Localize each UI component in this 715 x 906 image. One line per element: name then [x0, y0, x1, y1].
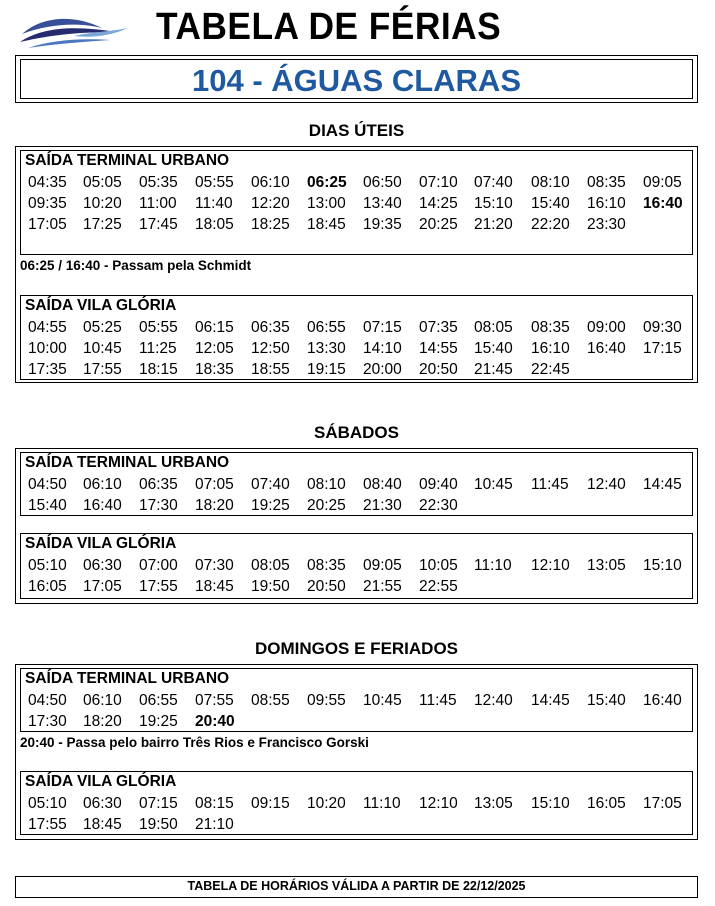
departure-time: 22:45: [531, 361, 570, 378]
block-title: SAÍDA VILA GLÓRIA: [25, 773, 177, 790]
departure-time: 20:00: [363, 361, 402, 378]
block-title: SAÍDA VILA GLÓRIA: [25, 297, 177, 314]
departure-time: 07:35: [419, 319, 458, 336]
departure-time: 08:15: [195, 795, 234, 812]
section-title-domingos: DOMINGOS E FERIADOS: [254, 639, 459, 658]
departure-time: 04:50: [28, 476, 67, 493]
departure-time: 19:50: [251, 578, 290, 595]
departure-time: 07:05: [195, 476, 234, 493]
departure-time: 20:40: [195, 713, 235, 730]
departure-time: 05:05: [83, 174, 122, 191]
departure-time: 18:45: [195, 578, 234, 595]
time-row: [21, 195, 692, 216]
departure-time: 11:45: [531, 476, 569, 493]
departure-time: 09:35: [28, 195, 67, 212]
time-row: [21, 816, 692, 837]
time-row: [21, 497, 692, 518]
departure-time: 04:35: [28, 174, 67, 191]
departure-time: 05:10: [28, 795, 67, 812]
departure-time: 20:25: [307, 497, 346, 514]
departure-time: 17:25: [83, 216, 122, 233]
departure-time: 05:10: [28, 557, 67, 574]
departure-time: 14:45: [643, 476, 682, 493]
departure-time: 15:40: [28, 497, 67, 514]
departure-time: 06:55: [139, 692, 178, 709]
schedule-block: [20, 150, 693, 255]
time-row: [21, 340, 692, 361]
time-grid: [21, 319, 692, 382]
departure-time: 12:10: [419, 795, 458, 812]
departure-time: 20:50: [307, 578, 346, 595]
departure-time: 21:10: [195, 816, 234, 833]
departure-time: 16:10: [531, 340, 570, 357]
departure-time: 08:35: [587, 174, 626, 191]
departure-time: 08:35: [307, 557, 346, 574]
departure-time: 19:50: [139, 816, 178, 833]
departure-time: 06:10: [83, 476, 122, 493]
departure-time: 19:15: [307, 361, 346, 378]
departure-time: 16:40: [587, 340, 626, 357]
route-banner: [15, 55, 698, 103]
time-row: [21, 795, 692, 816]
departure-time: 10:45: [474, 476, 513, 493]
schedule-block: [20, 295, 693, 380]
departure-time: 08:05: [474, 319, 513, 336]
departure-time: 17:05: [28, 216, 67, 233]
departure-time: 14:55: [419, 340, 458, 357]
departure-time: 19:35: [363, 216, 402, 233]
departure-time: 15:10: [643, 557, 682, 574]
time-row: [21, 319, 692, 340]
departure-time: 12:40: [587, 476, 626, 493]
departure-time: 23:30: [587, 216, 626, 233]
departure-time: 19:25: [139, 713, 178, 730]
departure-time: 18:55: [251, 361, 290, 378]
departure-time: 15:40: [531, 195, 570, 212]
time-grid: [21, 692, 692, 734]
departure-time: 15:40: [587, 692, 626, 709]
departure-time: 06:55: [307, 319, 346, 336]
block-title: SAÍDA TERMINAL URBANO: [25, 670, 230, 687]
time-grid: [21, 174, 692, 237]
departure-time: 06:10: [251, 174, 290, 191]
departure-time: 17:45: [139, 216, 178, 233]
departure-time: 07:40: [474, 174, 513, 191]
departure-time: 09:40: [419, 476, 458, 493]
departure-time: 10:45: [363, 692, 402, 709]
departure-time: 04:50: [28, 692, 67, 709]
departure-time: 06:30: [83, 795, 122, 812]
route-banner-inner: [20, 59, 693, 99]
departure-time: 22:30: [419, 497, 458, 514]
departure-time: 20:50: [419, 361, 458, 378]
departure-time: 09:05: [643, 174, 682, 191]
departure-time: 21:45: [474, 361, 513, 378]
departure-time: 11:45: [419, 692, 457, 709]
departure-time: 08:10: [307, 476, 346, 493]
departure-time: 11:25: [139, 340, 177, 357]
time-row: [21, 476, 692, 497]
departure-time: 17:35: [28, 361, 67, 378]
schedule-block: [20, 771, 693, 835]
departure-time: 18:35: [195, 361, 234, 378]
departure-time: 11:10: [474, 557, 512, 574]
departure-time: 18:05: [195, 216, 234, 233]
departure-time: 17:55: [139, 578, 178, 595]
departure-time: 06:50: [363, 174, 402, 191]
departure-time: 15:40: [474, 340, 513, 357]
departure-time: 06:15: [195, 319, 234, 336]
time-row: [21, 692, 692, 713]
schedule-block: [20, 533, 693, 599]
departure-time: 18:20: [83, 713, 122, 730]
departure-time: 06:10: [83, 692, 122, 709]
departure-time: 20:25: [419, 216, 458, 233]
schedule-block: [20, 668, 693, 732]
departure-time: 09:55: [307, 692, 346, 709]
departure-time: 12:05: [195, 340, 234, 357]
departure-time: 10:20: [83, 195, 122, 212]
departure-time: 17:05: [643, 795, 682, 812]
time-row: [21, 557, 692, 578]
departure-time: 10:20: [307, 795, 346, 812]
departure-time: 22:20: [531, 216, 570, 233]
departure-time: 12:50: [251, 340, 290, 357]
route-title: 104 - ÁGUAS CLARAS: [192, 63, 521, 98]
departure-time: 04:55: [28, 319, 67, 336]
departure-time: 17:30: [139, 497, 178, 514]
section-domingos: [15, 664, 698, 840]
departure-time: 14:25: [419, 195, 458, 212]
departure-time: 13:05: [474, 795, 513, 812]
departure-time: 08:10: [531, 174, 570, 191]
departure-time: 13:30: [307, 340, 346, 357]
departure-time: 09:05: [363, 557, 402, 574]
departure-time: 18:20: [195, 497, 234, 514]
departure-time: 07:40: [251, 476, 290, 493]
departure-time: 21:55: [363, 578, 402, 595]
departure-time: 10:00: [28, 340, 67, 357]
section-dias-uteis: [15, 146, 698, 383]
departure-time: 16:40: [643, 195, 683, 212]
departure-time: 07:30: [195, 557, 234, 574]
wave-logo-icon: [18, 10, 130, 50]
schedule-note: 06:25 / 16:40 - Passam pela Schmidt: [20, 258, 252, 273]
departure-time: 15:10: [531, 795, 570, 812]
departure-time: 17:15: [643, 340, 682, 357]
departure-time: 16:05: [587, 795, 626, 812]
departure-time: 11:40: [195, 195, 233, 212]
departure-time: 17:55: [83, 361, 122, 378]
departure-time: 07:55: [195, 692, 234, 709]
departure-time: 12:10: [531, 557, 570, 574]
departure-time: 16:40: [643, 692, 682, 709]
departure-time: 11:00: [139, 195, 177, 212]
departure-time: 15:10: [474, 195, 513, 212]
time-row: [21, 174, 692, 195]
departure-time: 05:55: [139, 319, 178, 336]
departure-time: 06:30: [83, 557, 122, 574]
section-sabados: [15, 448, 698, 604]
block-title: SAÍDA TERMINAL URBANO: [25, 454, 230, 471]
departure-time: 09:00: [587, 319, 626, 336]
validity-footer: TABELA DE HORÁRIOS VÁLIDA A PARTIR DE 22/12/2025: [15, 876, 698, 898]
departure-time: 11:10: [363, 795, 401, 812]
departure-time: 18:25: [251, 216, 290, 233]
departure-time: 22:55: [419, 578, 458, 595]
departure-time: 16:05: [28, 578, 67, 595]
departure-time: 13:40: [363, 195, 402, 212]
time-row: [21, 578, 692, 599]
departure-time: 14:10: [363, 340, 402, 357]
departure-time: 09:30: [643, 319, 682, 336]
section-title-dias-uteis: DIAS ÚTEIS: [308, 121, 405, 140]
departure-time: 06:35: [251, 319, 290, 336]
departure-time: 18:15: [139, 361, 178, 378]
departure-time: 08:40: [363, 476, 402, 493]
block-title: SAÍDA VILA GLÓRIA: [25, 535, 177, 552]
time-row: [21, 216, 692, 237]
section-title-sabados: SÁBADOS: [313, 423, 399, 442]
departure-time: 14:45: [531, 692, 570, 709]
departure-time: 07:00: [139, 557, 178, 574]
departure-time: 05:35: [139, 174, 178, 191]
departure-time: 05:55: [195, 174, 234, 191]
time-grid: [21, 557, 692, 599]
departure-time: 18:45: [307, 216, 346, 233]
departure-time: 13:05: [587, 557, 626, 574]
departure-time: 21:30: [363, 497, 402, 514]
departure-time: 09:15: [251, 795, 290, 812]
departure-time: 12:20: [251, 195, 290, 212]
departure-time: 10:45: [83, 340, 122, 357]
departure-time: 10:05: [419, 557, 458, 574]
departure-time: 07:10: [419, 174, 458, 191]
time-row: [21, 361, 692, 382]
departure-time: 17:55: [28, 816, 67, 833]
departure-time: 19:25: [251, 497, 290, 514]
departure-time: 07:15: [363, 319, 402, 336]
departure-time: 08:55: [251, 692, 290, 709]
block-title: SAÍDA TERMINAL URBANO: [25, 152, 230, 169]
time-grid: [21, 795, 692, 837]
schedule-block: [20, 452, 693, 516]
departure-time: 12:40: [474, 692, 513, 709]
schedule-note: 20:40 - Passa pelo bairro Três Rios e Francisco Gorski: [20, 735, 369, 750]
departure-time: 05:25: [83, 319, 122, 336]
departure-time: 06:25: [307, 174, 347, 191]
departure-time: 16:10: [587, 195, 626, 212]
departure-time: 17:05: [83, 578, 122, 595]
departure-time: 21:20: [474, 216, 513, 233]
departure-time: 16:40: [83, 497, 122, 514]
departure-time: 13:00: [307, 195, 346, 212]
departure-time: 07:15: [139, 795, 178, 812]
departure-time: 08:35: [531, 319, 570, 336]
departure-time: 18:45: [83, 816, 122, 833]
time-grid: [21, 476, 692, 518]
page-title: TABELA DE FÉRIAS: [156, 6, 502, 48]
departure-time: 06:35: [139, 476, 178, 493]
departure-time: 17:30: [28, 713, 67, 730]
time-row: [21, 713, 692, 734]
departure-time: 08:05: [251, 557, 290, 574]
